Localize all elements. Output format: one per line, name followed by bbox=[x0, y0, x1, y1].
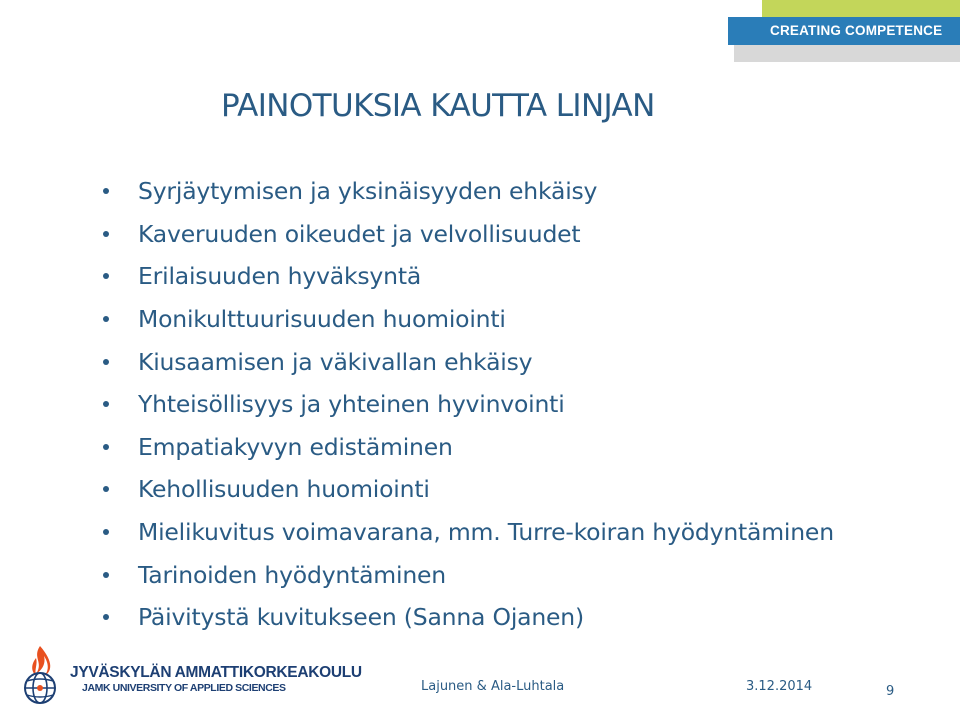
bullet-dot-icon bbox=[103, 486, 109, 492]
bullet-dot-icon bbox=[103, 444, 109, 450]
list-item bbox=[99, 383, 939, 426]
list-item bbox=[99, 298, 939, 341]
bullet-dot-icon bbox=[103, 359, 109, 365]
bullet-text: Erilaisuuden hyväksyntä bbox=[138, 262, 422, 291]
jamk-flame-globe-icon bbox=[14, 644, 66, 706]
list-item bbox=[99, 511, 939, 554]
footer-author: Lajunen & Ala-Luhtala bbox=[421, 679, 565, 694]
bullet-dot-icon bbox=[103, 614, 109, 620]
bullet-text: Tarinoiden hyödyntäminen bbox=[138, 560, 446, 589]
list-item bbox=[99, 468, 939, 511]
bullet-dot-icon bbox=[103, 231, 109, 237]
bullet-dot-icon bbox=[103, 572, 109, 578]
list-item bbox=[99, 170, 939, 213]
bullet-dot-icon bbox=[103, 273, 109, 279]
bullet-text: Empatiakyvyn edistäminen bbox=[138, 432, 453, 461]
banner-shadow bbox=[734, 44, 960, 62]
bullet-text: Päivitystä kuvitukseen (Sanna Ojanen) bbox=[138, 603, 584, 632]
bullet-text: Syrjäytymisen ja yksinäisyyden ehkäisy bbox=[138, 177, 598, 206]
bullet-dot-icon bbox=[103, 316, 109, 322]
bullet-dot-icon bbox=[103, 529, 109, 535]
bullet-list bbox=[99, 170, 939, 639]
bullet-dot-icon bbox=[103, 188, 109, 194]
bullet-text: Mielikuvitus voimavarana, mm. Turre-koiran hyödyntäminen bbox=[138, 518, 834, 547]
list-item bbox=[99, 596, 939, 639]
slide-title: PAINOTUKSIA KAUTTA LINJAN bbox=[221, 88, 655, 124]
jamk-logo bbox=[14, 644, 362, 706]
banner-text: CREATING COMPETENCE bbox=[728, 17, 960, 45]
bullet-text: Kiusaamisen ja väkivallan ehkäisy bbox=[138, 347, 533, 376]
list-item bbox=[99, 255, 939, 298]
banner-green-stripe bbox=[762, 0, 960, 17]
bullet-text: Yhteisöllisyys ja yhteinen hyvinvointi bbox=[138, 390, 565, 419]
logo-name: JYVÄSKYLÄN AMMATTIKORKEAKOULU bbox=[70, 664, 362, 681]
footer-date: 3.12.2014 bbox=[746, 679, 813, 694]
bullet-text: Kehollisuuden huomiointi bbox=[138, 475, 430, 504]
list-item bbox=[99, 213, 939, 256]
page-number: 9 bbox=[886, 684, 895, 699]
bullet-text: Kaveruuden oikeudet ja velvollisuudet bbox=[138, 219, 581, 248]
bullet-dot-icon bbox=[103, 401, 109, 407]
creating-competence-banner bbox=[728, 0, 960, 62]
list-item bbox=[99, 340, 939, 383]
list-item bbox=[99, 426, 939, 469]
bullet-text: Monikulttuurisuuden huomiointi bbox=[138, 305, 506, 334]
list-item bbox=[99, 553, 939, 596]
logo-subname: JAMK UNIVERSITY OF APPLIED SCIENCES bbox=[82, 682, 286, 694]
